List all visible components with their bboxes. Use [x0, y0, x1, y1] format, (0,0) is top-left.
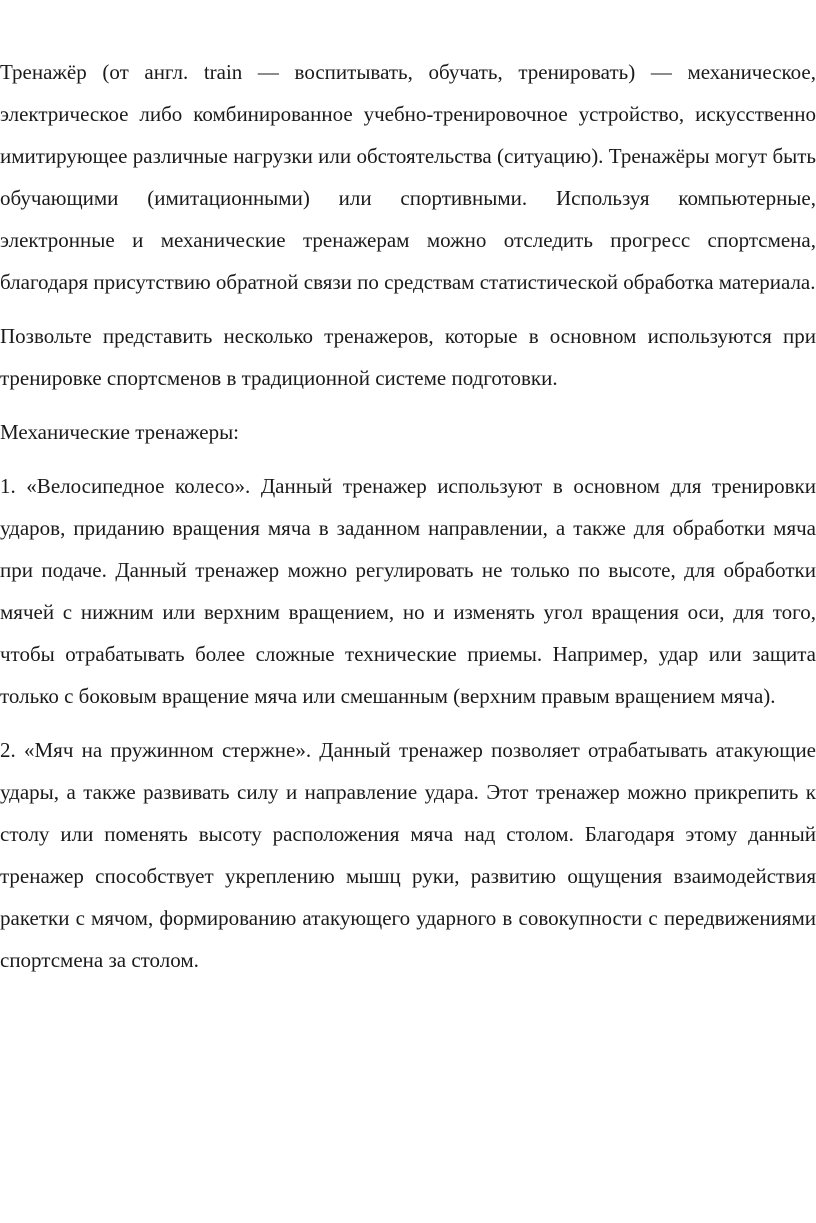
paragraph-introduction: Позвольте представить несколько тренажеров, которые в основном используются при тренировке спортсменов в традиционной системе подготовки.	[0, 324, 816, 390]
section-heading-mechanical: Механические тренажеры:	[0, 420, 240, 444]
list-item-spring-rod-ball: 2. «Мяч на пружинном стержне». Данный тренажер позволяет отрабатывать атакующие удары, а также развивать силу и направление удара. Этот тренажер можно прикрепить к столу или поменять высоту расположения мяча над столом. Благодаря этому данный тренажер способствует укреплению мышц руки, развитию ощущения взаимодействия ракетки с мячом, формированию атакующего ударного в совокупности с передвижениями спортсмена за столом.	[0, 738, 816, 972]
list-item-bicycle-wheel: 1. «Велосипедное колесо». Данный тренажер используют в основном для тренировки ударов, приданию вращения мяча в заданном направлении, а также для обработки мяча при подаче. Данный тренажер можно регулировать не только по высоте, для обработки мячей с нижним или верхним вращением, но и изменять угол вращения оси, для того, чтобы отрабатывать более сложные технические приемы. Например, удар или защита только с боковым вращение мяча или смешанным (верхним правым вращением мяча).	[0, 474, 816, 708]
paragraph-definition: Тренажёр (от англ. train — воспитывать, обучать, тренировать) — механическое, электрическое либо комбинированное учебно-тренировочное устройство, искусственно имитирующее различные нагрузки или обстоятельства (ситуацию). Тренажёры могут быть обучающими (имитационными) или спортивными. Используя компьютерные, электронные и механические тренажерам можно отследить прогресс спортсмена, благодаря присутствию обратной связи по средствам статистической обработка материала.	[0, 60, 816, 294]
